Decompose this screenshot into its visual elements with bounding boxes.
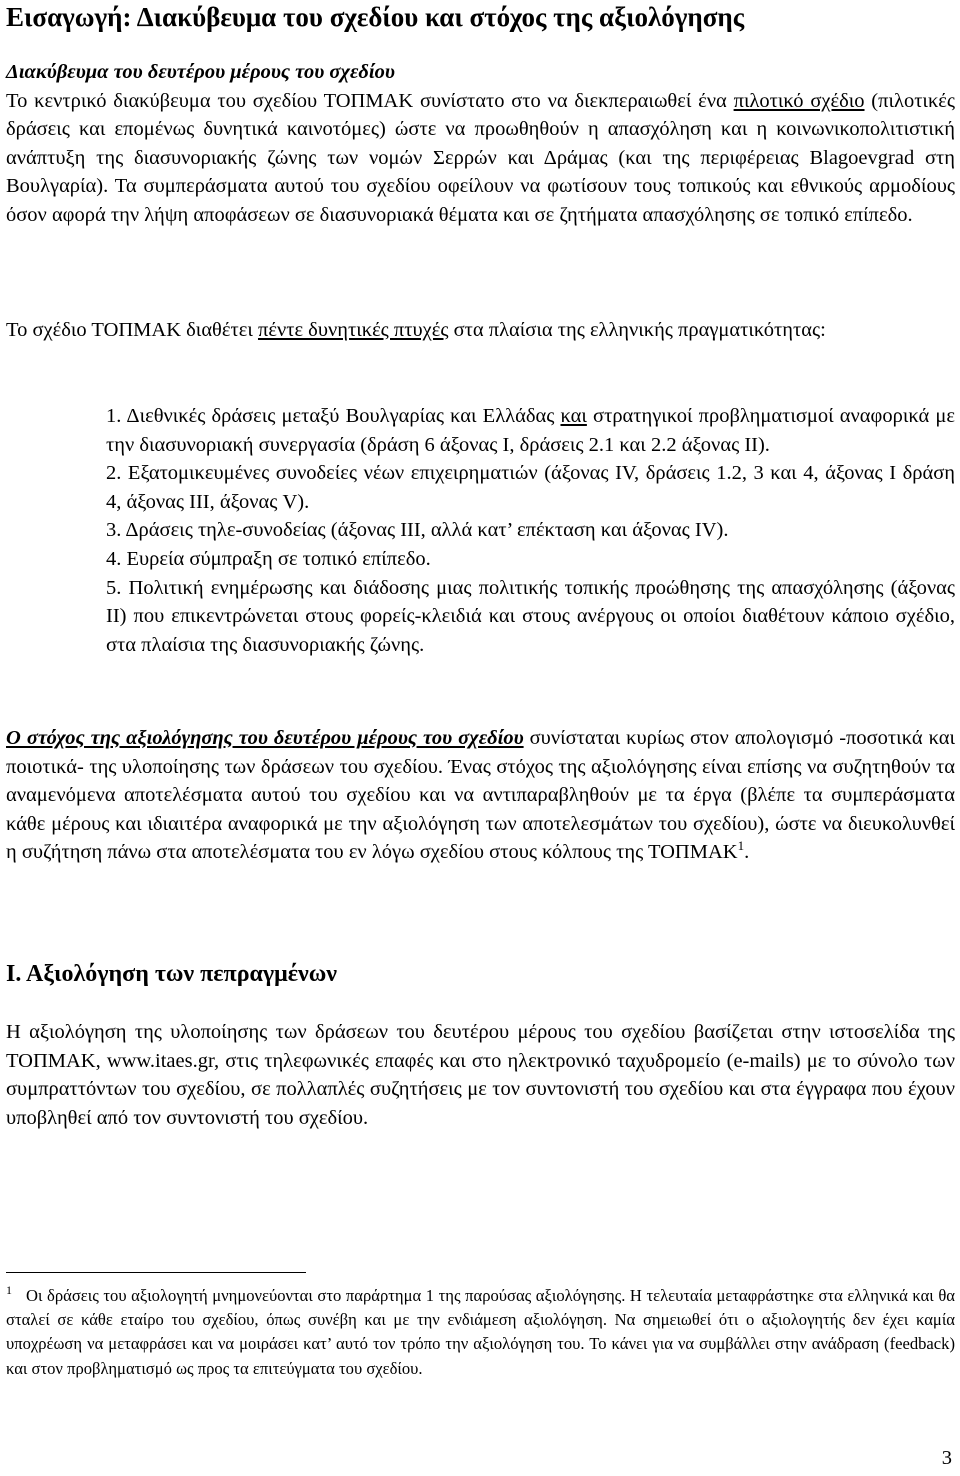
list-item [106, 574, 955, 660]
list-item-text: Δράσεις τηλε-συνοδείας (άξονας ΙΙΙ, αλλά κατ’ επέκταση και άξονας IV). [121, 519, 729, 542]
footnote-text: Οι δράσεις του αξιολογητή μνημονεύονται στο παράρτημα 1 της παρούσας αξιολόγησης. Η τελευταία μεταφράστηκε στα ελληνικά και θα σταλεί σε κάθε εταίρο του σχεδίου, όπως συνέβη και με την ενδιάμεση αξιολόγηση. Να σημειωθεί ότι ο αξιολογητής δεν έχει καμία υποχρέωση να μεταφράσει και να μοιράσει κατ’ αυτό τον τρόπο την αξιολόγηση του. Το κάνει για να συμβάλλει στην ανάδραση (feedback) και στον προβληματισμό ως προς τα επιτεύγματα του σχεδίου. [6, 1286, 955, 1378]
list-item [106, 545, 955, 574]
list-item-text: Διεθνικές δράσεις μεταξύ Βουλγαρίας και Ελλάδας [121, 405, 561, 427]
evaluation-goal-emphasis: Ο στόχος της αξιολόγησης του δευτέρου μέρους του σχεδίου [6, 727, 524, 749]
list-item [106, 516, 955, 545]
footnote [6, 1284, 955, 1381]
p3-text-c: . [744, 841, 750, 864]
assessment-paragraph: Η αξιολόγηση της υλοποίησης των δράσεων του δευτέρου μέρους του σχεδίου βασίζεται στην ιστοσελίδα της ΤΟΠΜΑΚ, www.itaes.gr, στις τηλεφωνικές επαφές και στο ηλεκτρονικό ταχυδρομείο (e-mails) με το σύνολο των συμπραττόντων του σχεδίου, σε πολλαπλές συζητήσεις με τον συντονιστή του σχεδίου και στα έγγραφα που έχουν υποβληθεί από τον συντονιστή του σχεδίου. [6, 1021, 955, 1129]
footnote-reference: 1 [737, 838, 745, 854]
list-item-underlined: και [560, 405, 587, 427]
list-item-text: Πολιτική ενημέρωσης και διάδοσης μιας πολιτικής τοπικής προώθησης της απασχόλησης (άξονας ΙΙ) που επικεντρώνεται στους φορείς-κλειδιά και στους ανέργους οι οποίοι διαθέτουν κάποιο σχέδιο, στα πλαίσια της διασυνοριακής ζώνης. [106, 576, 955, 656]
intro-paragraph [6, 58, 955, 230]
p2-text-a: Το σχέδιο ΤΟΠΜΑΚ διαθέτει [6, 319, 258, 341]
list-item-text: Ευρεία σύμπραξη σε τοπικό επίπεδο. [121, 547, 431, 570]
page-title: Εισαγωγή: Διακύβευμα του σχεδίου και στόχος της αξιολόγησης [6, 2, 745, 32]
evaluation-goal-paragraph [6, 724, 955, 867]
section-heading: Ι. Αξιολόγηση των πεπραγμένων [6, 961, 338, 987]
p1-text-c: (πιλοτικές δράσεις και επομένως δυνητικά καινοτόμες) ώστε να προωθηθούν η απασχόληση και η κοινωνικοπολιτιστική ανάπτυξη της διασυνοριακής ζώνης των νομών Σερρών και Δράμας (και της περιφέρειας Blagoevgrad στη Βουλγαρία). Τα συμπεράσματα αυτού του σχεδίου οφείλουν να φωτίσουν τους τοπικούς και εθνικούς αρμοδίους όσον αφορά την λήψη αποφάσεων σε διασυνοριακά θέματα και σε ζητήματα απασχόλησης σε τοπικό επίπεδο. [6, 89, 956, 226]
footnote-divider [6, 1272, 306, 1273]
p2-underlined: πέντε δυνητικές πτυχές [257, 319, 449, 341]
list-item [106, 402, 955, 459]
p1-text-a: Το κεντρικό διακύβευμα του σχεδίου ΤΟΠΜΑΚ συνίστατο στο να διεκπεραιωθεί ένα [6, 89, 734, 112]
list-item-text: στρατηγικοί προβληματισμοί αναφορικά με την διασυνοριακή συνεργασία (δράση 6 άξονας Ι, δράσεις 2.1 και 2.2 άξονας ΙΙ). [106, 405, 955, 456]
subheading: Διακύβευμα του δευτέρου μέρους του σχεδίου [6, 61, 395, 83]
page-number: 3 [941, 1447, 952, 1469]
list-item [106, 459, 955, 516]
aspects-list [106, 402, 955, 659]
list-item-number: 1. [106, 405, 122, 427]
list-item-number: 3. [106, 519, 122, 542]
aspects-paragraph [6, 316, 955, 345]
list-item-number: 5. [106, 576, 122, 599]
list-item-number: 2. [106, 462, 122, 485]
list-item-number: 4. [106, 547, 122, 570]
p1-underlined: πιλοτικό σχέδιο [733, 89, 865, 112]
p3-text-b: συνίσταται κυρίως στον απολογισμό -ποσοτικά και ποιοτικά- της υλοποίησης των δράσεων του σχεδίου. Ένας στόχος της αξιολόγησης είναι επίσης να συζητηθούν τα αναμενόμενα αποτελέσματα αυτού του σχεδίου και να αντιπαραβληθούν με τα έργα (βλέπε τα συμπεράσματα κάθε μέρους και ιδιαιτέρα αναφορικά με την αξιολόγηση των αποτελεσμάτων του σχεδίου), ώστε να διευκολυνθεί η συζήτηση πάνω στα αποτελέσματα του εν λόγω σχεδίου στους κόλπους της ΤΟΠΜΑΚ [6, 727, 955, 864]
p2-text-c: στα πλαίσια της ελληνικής πραγματικότητας: [448, 319, 826, 341]
footnote-mark: 1 [6, 1283, 12, 1298]
list-item-text: Εξατομικευμένες συνοδείες νέων επιχειρηματιών (άξονας IV, δράσεις 1.2, 3 και 4, άξονας Ι δράση 4, άξονας ΙΙΙ, άξονας V). [106, 462, 955, 513]
